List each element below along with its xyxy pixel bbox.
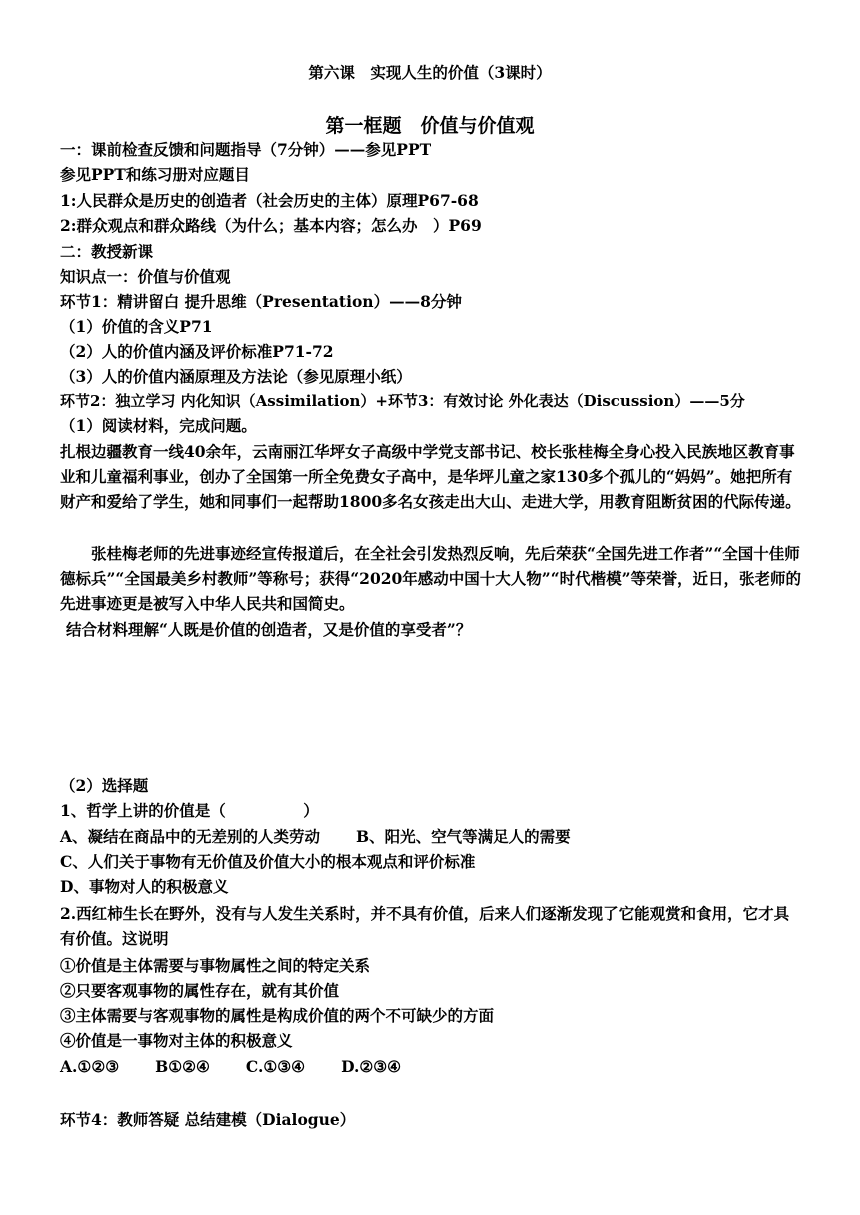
section-one-heading: 一：课前检查反馈和问题指导（7分钟）——参见PPT: [60, 140, 432, 159]
step-1-item-3: （3）人的价值内涵原理及方法论（参见原理小纸）: [60, 367, 412, 386]
question-1-option-a: A、凝结在商品中的无差别的人类劳动: [60, 827, 321, 846]
frame-title: 第一框题 价值与价值观: [325, 115, 535, 137]
step-2-3-heading: 环节2：独立学习 内化知识（Assimilation）+环节3：有效讨论 外化表达（Discussion）——5分: [60, 392, 745, 410]
section-one-item-2: 2:群众观点和群众路线（为什么；基本内容；怎么办 ）P69: [60, 216, 482, 235]
lesson-title: 第六课 实现人生的价值（3课时）: [308, 63, 552, 82]
section-two-heading: 二：教授新课: [60, 242, 154, 261]
knowledge-point-1: 知识点一：价值与价值观: [60, 267, 231, 286]
choice-heading: （2）选择题: [60, 776, 149, 795]
step-1-item-1: （1）价值的含义P71: [60, 317, 213, 336]
material-paragraph-1: 扎根边疆教育一线40余年，云南丽江华坪女子高级中学党支部书记、校长张桂梅全身心投入民族地区教育事业和儿童福利事业，创办了全国第一所全免费女子高中，是华坪儿童之家130多个孤儿的“妈妈”。她把所有财产和爱给了学生，她和同事们一起帮助1800多名女孩走出大山、走进大学，用教育阻断贫困的代际传递。: [60, 442, 801, 511]
question-2-statement-1: ①价值是主体需要与事物属性之间的特定关系: [60, 956, 371, 975]
question-1-option-d: D、事物对人的积极意义: [60, 877, 229, 896]
question-2-statement-3: ③主体需要与客观事物的属性是构成价值的两个不可缺少的方面: [60, 1006, 495, 1025]
step-1-item-2: （2）人的价值内涵及评价标准P71-72: [60, 342, 334, 361]
question-2-statement-4: ④价值是一事物对主体的积极意义: [60, 1031, 293, 1050]
question-2-option-d: D.②③④: [341, 1057, 402, 1076]
question-1-option-b: B、阳光、空气等满足人的需要: [356, 827, 571, 846]
material-paragraph-2: 张桂梅老师的先进事迹经宣传报道后，在全社会引发热烈反响，先后荣获“全国先进工作者”“全国十佳师德标兵”“全国最美乡村教师”等称号；获得“2020年感动中国十大人物”“时代楷模”等荣誉，近日，张老师的先进事迹更是被写入中华人民共和国简史。: [60, 544, 802, 613]
question-1-options-ab: [60, 827, 571, 847]
question-2-option-b: B①②④: [155, 1057, 210, 1076]
question-2-option-c: C.①③④: [245, 1057, 306, 1076]
question-2-statement-2: ②只要客观事物的属性存在，就有其价值: [60, 981, 340, 1000]
question-2-options: [60, 1057, 401, 1077]
question-2-option-a: A.①②③: [60, 1057, 120, 1076]
question-2-stem: 2.西红柿生长在野外，没有与人发生关系时，并不具有价值，后来人们逐渐发现了它能观赏和食用，它才具有价值。这说明: [60, 904, 790, 948]
step-4-heading: 环节4：教师答疑 总结建模（Dialogue）: [60, 1110, 356, 1129]
section-one-item-1: 1:人民群众是历史的创造者（社会历史的主体）原理P67-68: [60, 191, 479, 210]
reading-task: （1）阅读材料，完成问题。: [60, 416, 257, 435]
question-1-option-c: C、人们关于事物有无价值及价值大小的根本观点和评价标准: [60, 852, 476, 871]
question-1-stem: 1、哲学上讲的价值是（ ）: [60, 801, 319, 820]
step-1-heading: 环节1：精讲留白 提升思维（Presentation）——8分钟: [60, 292, 462, 311]
discussion-question: 结合材料理解“人既是价值的创造者，又是价值的享受者”？: [66, 620, 472, 639]
section-one-reference: 参见PPT和练习册对应题目: [60, 165, 250, 184]
